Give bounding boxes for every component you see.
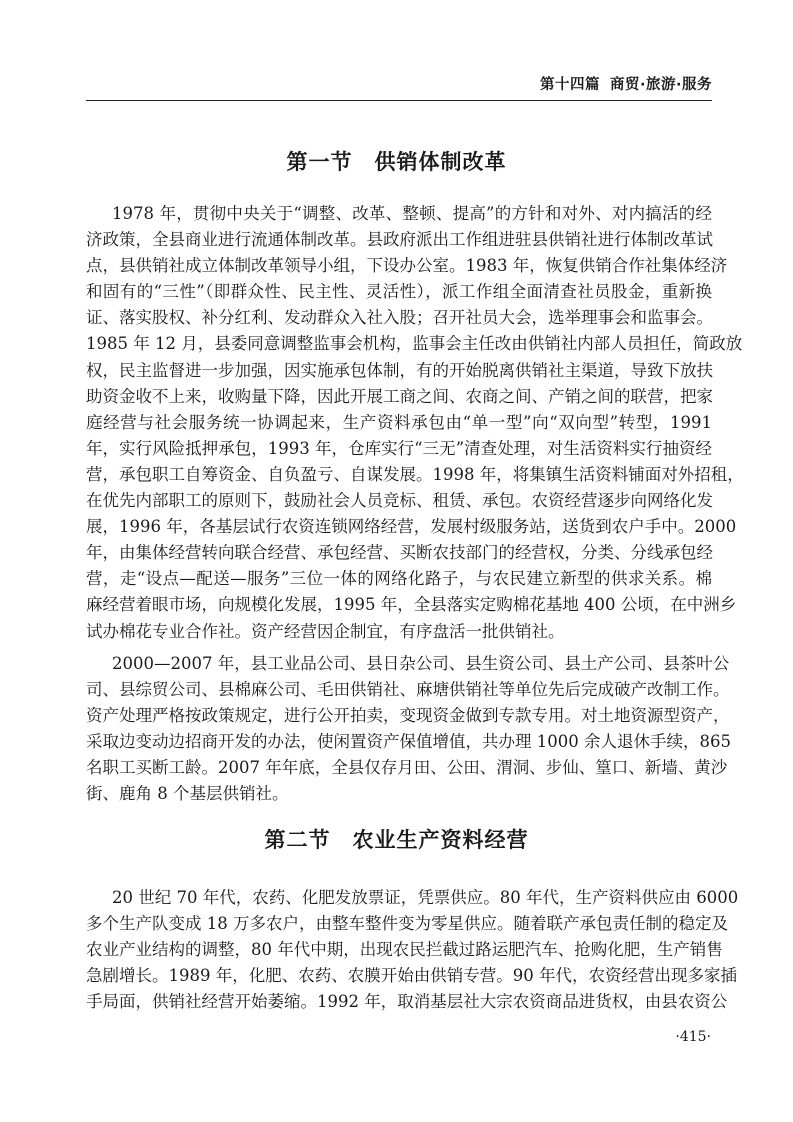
text-line: 和固有的“三性”（即群众性、民主性、灵活性），派工作组全面清查社员股金，重新换	[86, 282, 712, 302]
section-number: 第一节	[286, 150, 353, 174]
section-title-1	[0, 146, 793, 176]
text-line: 麻经营着眼市场，向规模化发展，1995 年，全县落实定购棉花基地 400 公顷，在中洲乡	[86, 595, 737, 615]
text-line: 1978 年，贯彻中央关于“调整、改革、整顿、提高”的方针和对外、对内搞活的经	[112, 204, 712, 223]
text-line: 名职工买断工龄。2007 年年底，全县仅存月田、公田、渭洞、步仙、篁口、新墙、黄沙	[86, 758, 728, 778]
text-line: 营，走“设点—配送—服务”三位一体的网络化路子，与农民建立新型的供求关系。棉	[86, 569, 712, 589]
text-line: 试办棉花专业合作社。资产经营因企制宜，有序盘活一批供销社。	[86, 621, 565, 641]
header-part: 第十四篇	[539, 77, 600, 93]
text-line: 1985 年 12 月，县委同意调整监事会机构，监事会主任改由供销社内部人员担任，简政放	[86, 334, 743, 354]
section-heading: 农业生产资料经营	[352, 828, 529, 852]
text-line: 司、县综贸公司、县棉麻公司、毛田供销社、麻塘供销社等单位先后完成破产改制工作。	[86, 680, 730, 700]
text-line: 权，民主监督进一步加强，因实施承包体制，有的开始脱离供销社主渠道，导致下放扶	[86, 360, 713, 380]
text-line: 多个生产队变成 18 万多农户，由整车整件变为零星供应。随着联产承包责任制的稳定及	[86, 914, 728, 934]
text-line: 济政策，全县商业进行流通体制改革。县政府派出工作组进驻县供销社进行体制改革试	[86, 230, 713, 250]
paragraph-2	[86, 651, 731, 808]
text-line: 急剧增长。1989 年，化肥、农药、农膜开始由供销专营。90 年代，农资经营出现多家插	[86, 966, 737, 986]
text-line: 营，承包职工自筹资金、自负盈亏、自谋发展。1998 年，将集镇生活资料铺面对外招租，	[86, 464, 744, 484]
section-heading: 供销体制改革	[374, 150, 507, 174]
text-line: 资产处理严格按政策规定，进行公开拍卖，变现资金做到专款专用。对土地资源型资产，	[86, 706, 730, 726]
text-line: 年，实行风险抵押承包，1993 年，仓库实行“三无”清查处理，对生活资料实行抽资经	[86, 438, 712, 458]
text-line: 街、鹿角 8 个基层供销社。	[86, 784, 289, 804]
header-rule	[86, 100, 712, 101]
section-title-2	[0, 824, 793, 854]
text-line: 农业产业结构的调整，80 年代中期，出现农民拦截过路运肥汽车、抢购化肥，生产销售	[86, 940, 723, 960]
paragraph-1	[86, 201, 744, 645]
page-number: ·415·	[675, 1029, 711, 1045]
text-line: 庭经营与社会服务统一协调起来，生产资料承包由“单一型”向“双向型”转型，1991	[86, 412, 712, 432]
text-line: 采取边变动边招商开发的办法，使闲置资产保值增值，共办理 1000 余人退休手续，865	[86, 732, 731, 752]
text-line: 年，由集体经营转向联合经营、承包经营、买断农技部门的经营权，分类、分线承包经	[86, 543, 713, 563]
text-line: 助资金收不上来，收购量下降，因此开展工商之间、农商之间、产销之间的联营，把家	[86, 386, 713, 406]
text-line: 点，县供销社成立体制改革领导小组，下设办公室。1983 年，恢复供销合作社集体经济	[86, 256, 728, 276]
text-line: 在优先内部职工的原则下，鼓励社会人员竞标、租赁、承包。农资经营逐步向网络化发	[86, 491, 713, 511]
text-line: 展，1996 年，各基层试行农资连锁网络经营，发展村级服务站，送货到农户手中。2000	[86, 517, 737, 537]
paragraph-3	[86, 885, 739, 1015]
section-number: 第二节	[264, 828, 331, 852]
running-header	[530, 73, 712, 94]
text-line: 手局面，供销社经营开始萎缩。1992 年，取消基层社大宗农资商品进货权，由县农资公	[86, 992, 728, 1012]
text-line: 证、落实股权、补分红利、发动群众入社入股；召开社员大会，选举理事会和监事会。	[86, 308, 713, 328]
text-line: 20 世纪 70 年代，农药、化肥发放票证，凭票供应。80 年代，生产资料供应由 6000	[112, 888, 739, 907]
text-line: 2000—2007 年，县工业品公司、县日杂公司、县生资公司、县土产公司、县茶叶公	[112, 654, 730, 673]
header-subject: 商贸·旅游·服务	[609, 77, 712, 93]
